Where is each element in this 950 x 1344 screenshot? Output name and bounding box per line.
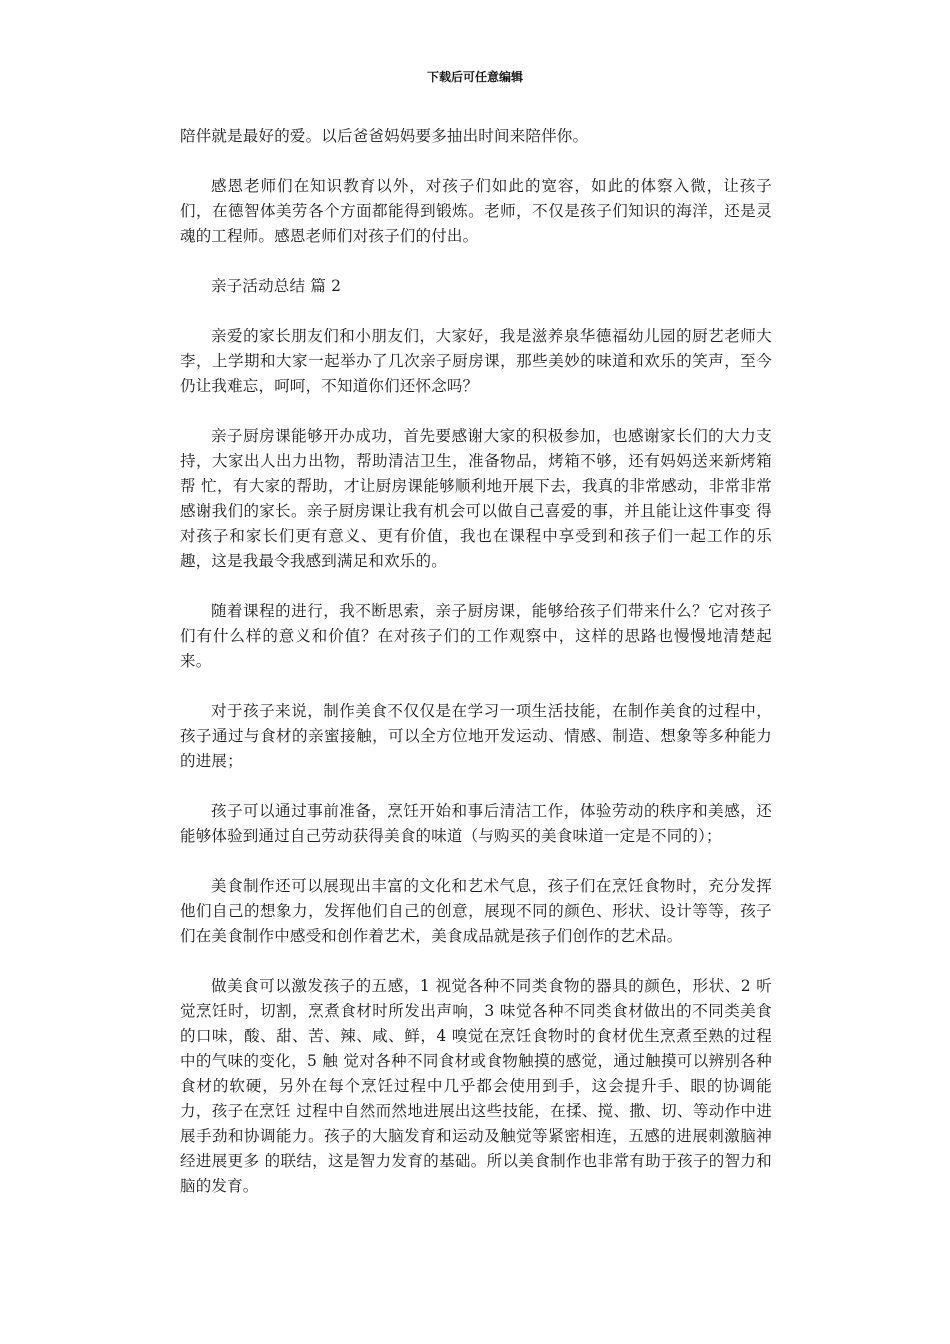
paragraph-reflection: 随着课程的进行，我不断思索，亲子厨房课，能够给孩子们带来什么？它对孩子们有什么样的意义和价值？在对孩子们的工作观察中，这样的思路也慢慢地清楚起来。 <box>180 602 772 670</box>
page-header: 下载后可任意编辑 <box>426 70 523 84</box>
paragraph-skills: 对于孩子来说，制作美食不仅仅是在学习一项生活技能，在制作美食的过程中，孩子通过与食材的亲蜜接触，可以全方位地开发运动、情感、制造、想象等多种能力 的进展； <box>180 702 772 770</box>
paragraph-continuation: 陪伴就是最好的爱。以后爸爸妈妈要多抽出时间来陪伴你。 <box>180 127 589 145</box>
paragraph-thanks-parents: 亲子厨房课能够开办成功，首先要感谢大家的积极参加，也感谢家长们的大力支持，大家出人出力出物，帮助清洁卫生，准备物品，烤箱不够，还有妈妈送来新烤箱帮 忙，有大家的帮助，才让厨房课能够顺利地开展下去，我真的非常感动，非常非常感谢我们的家长。亲子厨房课让我有机会可以做自己喜爱的事，并且能让这件事变 得对孩子和家长们更有意义、更有价值，我也在课程中享受到和孩子们一起工作的乐趣，这是我最令我感到满足和欢乐的。 <box>180 427 772 570</box>
paragraph-art: 美食制作还可以展现出丰富的文化和艺术气息，孩子们在烹饪食物时，充分发挥他们自己的想象力，发挥他们自己的创意，展现不同的颜色、形状、设计等等，孩子们在美食制作中感受和创作着艺术，美食成品就是孩子们创作的艺术品。 <box>180 877 772 945</box>
document-body <box>180 124 772 1224</box>
paragraph-thanks-teachers: 感恩老师们在知识教育以外，对孩子们如此的宽容，如此的体察入微，让孩子们，在德智体美劳各个方面都能得到锻炼。老师，不仅是孩子们知识的海洋，还是灵魂的工程师。感恩老师们对孩子们的付出。 <box>180 177 772 245</box>
paragraph-greeting: 亲爱的家长朋友们和小朋友们，大家好，我是滋养泉华德福幼儿园的厨艺老师大李，上学期和大家一起举办了几次亲子厨房课，那些美妙的味道和欢乐的笑声，至今仍让我难忘，呵呵，不知道你们还怀念吗？ <box>180 327 772 395</box>
paragraph-five-senses: 做美食可以激发孩子的五感，1 视觉各种不同类食物的器具的颜色，形状、2 听觉烹饪时，切割，烹煮食材时所发出声响，3 味觉各种不同类食材做出的不同类美食的口味，酸、甜、苦、辣、咸、鲜，4 嗅觉在烹饪食物时的食材优生烹煮至熟的过程中的气味的变化，5 触 觉对各种不同食材或食物触摸的感觉，通过触摸可以辨别各种食材的软硬，另外在每个烹饪过程中几乎都会使用到手，这会提升手、眼的协调能力，孩子在烹饪 过程中自然而然地进展出这些技能，在揉、搅、撒、切、等动作中进展手劲和协调能力。孩子的大脑发育和运动及触觉等紧密相连，五感的进展刺激脑神经进展更多 的联结，这是智力发育的基础。所以美食制作也非常有助于孩子的智力和脑的发育。 <box>180 977 772 1195</box>
paragraph-labor: 孩子可以通过事前准备，烹饪开始和事后清洁工作，体验劳动的秩序和美感，还能够体验到通过自己劳动获得美食的味道（与购买的美食味道一定是不同的）； <box>180 802 772 845</box>
section-heading: 亲子活动总结 篇 2 <box>211 277 342 295</box>
